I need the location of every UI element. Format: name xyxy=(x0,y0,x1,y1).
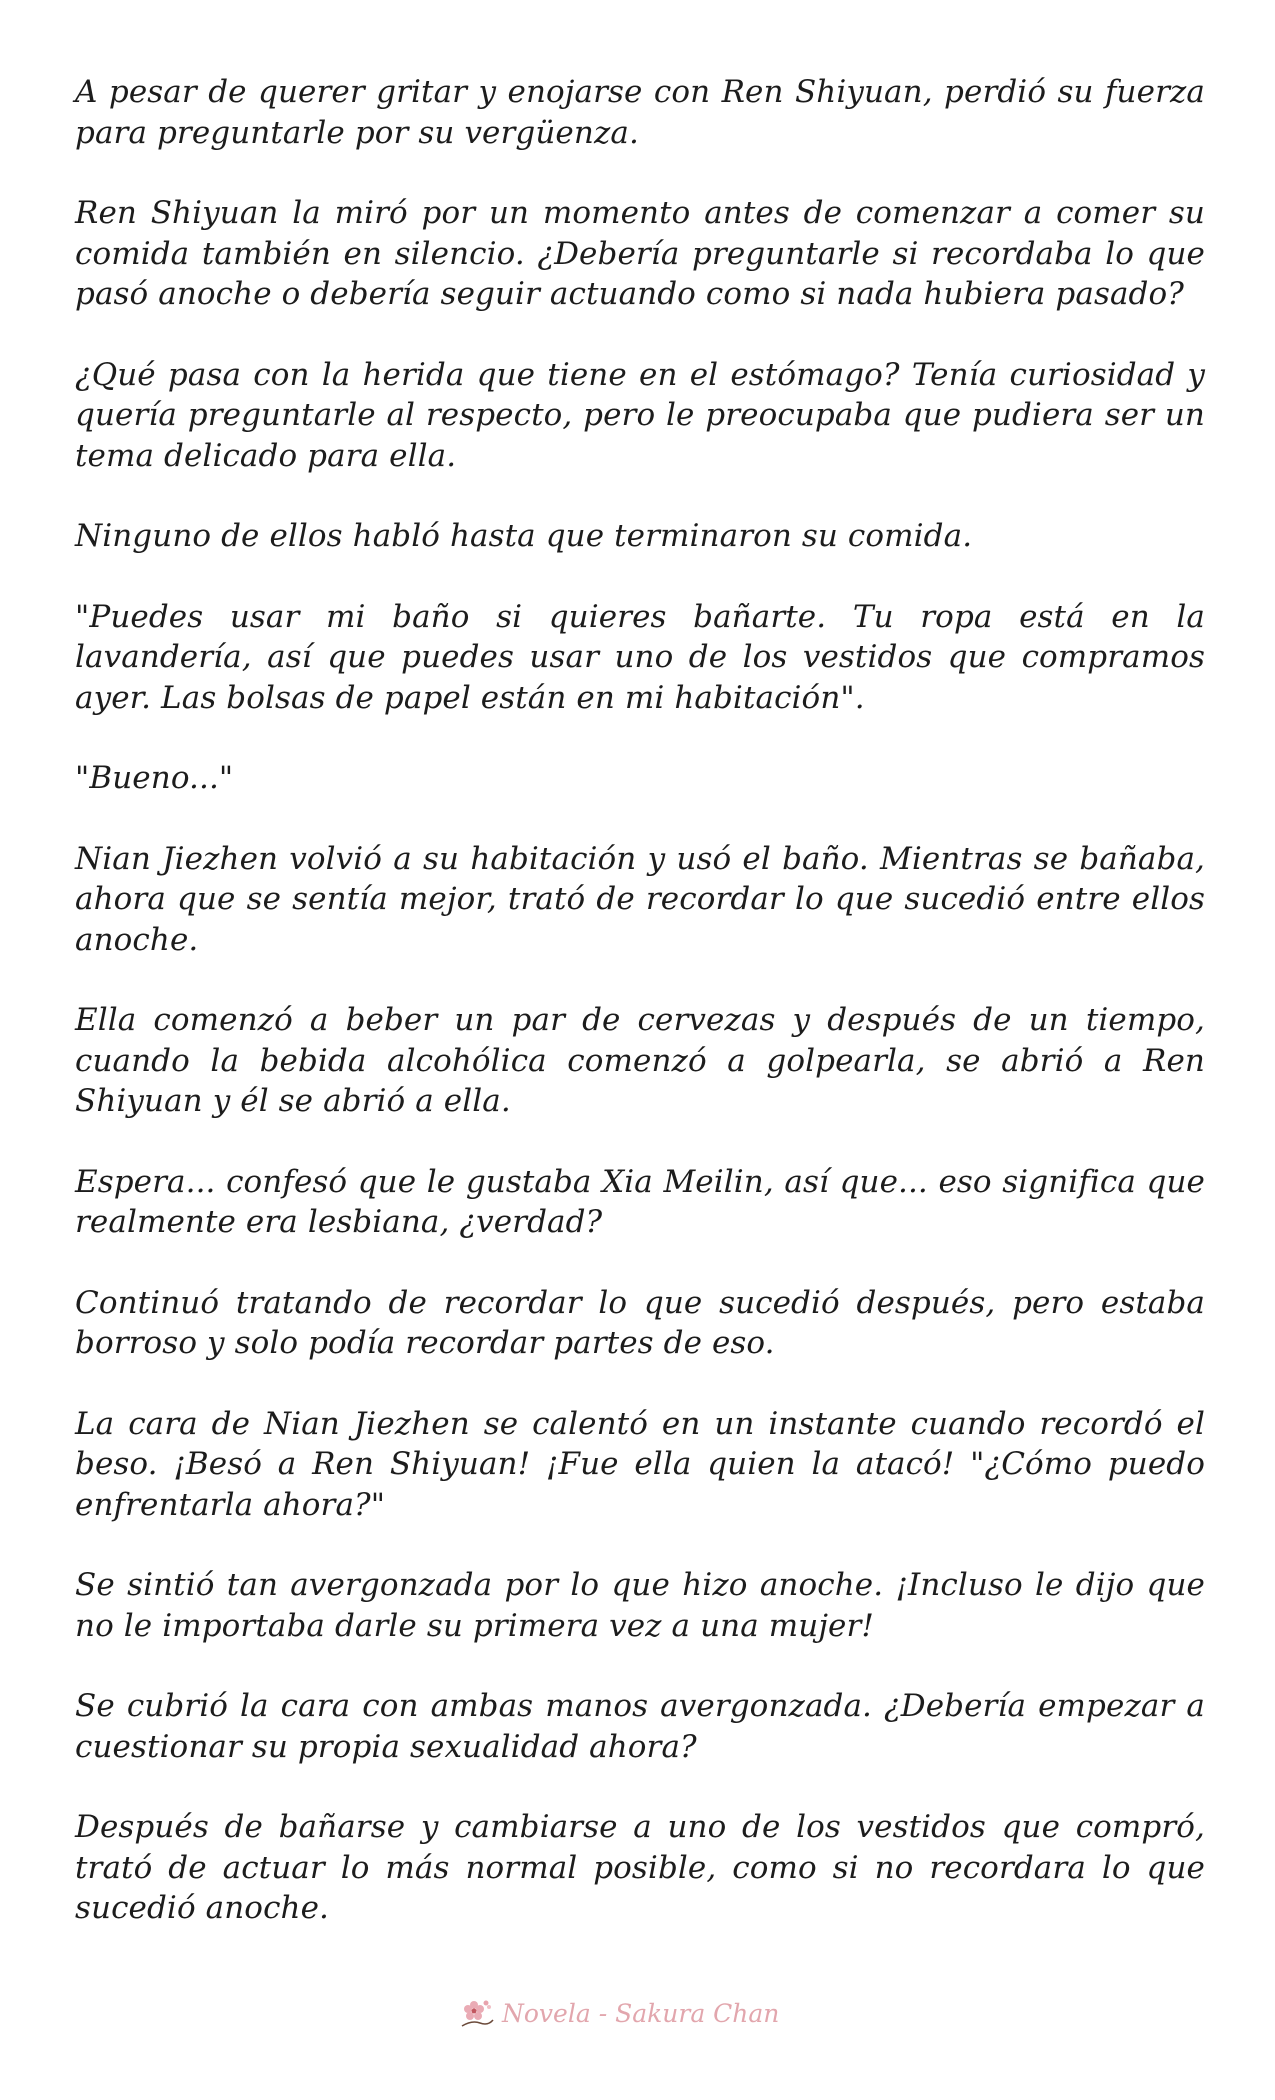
paragraph: "Puedes usar mi baño si quieres bañarte. Tu ropa está en la lavandería, así que puedes usar uno de los vestidos que compramos ayer. Las bolsas de papel están en mi habitación". xyxy=(75,598,1205,716)
document-body xyxy=(75,72,1205,1969)
paragraph: Ella comenzó a beber un par de cervezas y después de un tiempo, cuando la bebida alcohólica comenzó a golpearla, se abrió a Ren Shiyuan y él se abrió a ella. xyxy=(75,1002,1205,1119)
paragraph: ¿Qué pasa con la herida que tiene en el estómago? Tenía curiosidad y quería preguntarle al respecto, pero le preocupaba que pudiera ser un tema delicado para ella. xyxy=(75,356,1205,474)
paragraph: Se cubrió la cara con ambas manos avergonzada. ¿Debería empezar a cuestionar su propia sexualidad ahora? xyxy=(75,1688,1205,1765)
watermark xyxy=(460,1993,840,2033)
sakura-flower-icon xyxy=(460,1996,494,2030)
paragraph: Ninguno de ellos habló hasta que terminaron su comida. xyxy=(75,518,973,554)
paragraph: Ren Shiyuan la miró por un momento antes de comenzar a comer su comida también en silencio. ¿Debería preguntarle si recordaba lo que pasó anoche o debería seguir actuando como si nada hubiera pasado? xyxy=(75,195,1205,312)
paragraph: Se sintió tan avergonzada por lo que hizo anoche. ¡Incluso le dijo que no le importaba darle su primera vez a una mujer! xyxy=(75,1567,1205,1644)
paragraph: Después de bañarse y cambiarse a uno de los vestidos que compró, trató de actuar lo más normal posible, como si no recordara lo que sucedió anoche. xyxy=(75,1809,1205,1926)
paragraph: Continuó tratando de recordar lo que sucedió después, pero estaba borroso y solo podía recordar partes de eso. xyxy=(75,1284,1205,1361)
paragraph: Nian Jiezhen volvió a su habitación y usó el baño. Mientras se bañaba, ahora que se sentía mejor, trató de recordar lo que sucedió entre ellos anoche. xyxy=(75,840,1205,958)
paragraph: Espera... confesó que le gustaba Xia Meilin, así que... eso significa que realmente era lesbiana, ¿verdad? xyxy=(75,1163,1205,1240)
watermark-text: Novela - Sakura Chan xyxy=(502,1998,780,2028)
paragraph: A pesar de querer gritar y enojarse con Ren Shiyuan, perdió su fuerza para preguntarle por su vergüenza. xyxy=(75,74,1205,151)
paragraph: "Bueno..." xyxy=(75,760,234,796)
paragraph: La cara de Nian Jiezhen se calentó en un instante cuando recordó el beso. ¡Besó a Ren Shiyuan! ¡Fue ella quien la atacó! "¿Cómo puedo enfrentarla ahora?" xyxy=(75,1405,1205,1523)
